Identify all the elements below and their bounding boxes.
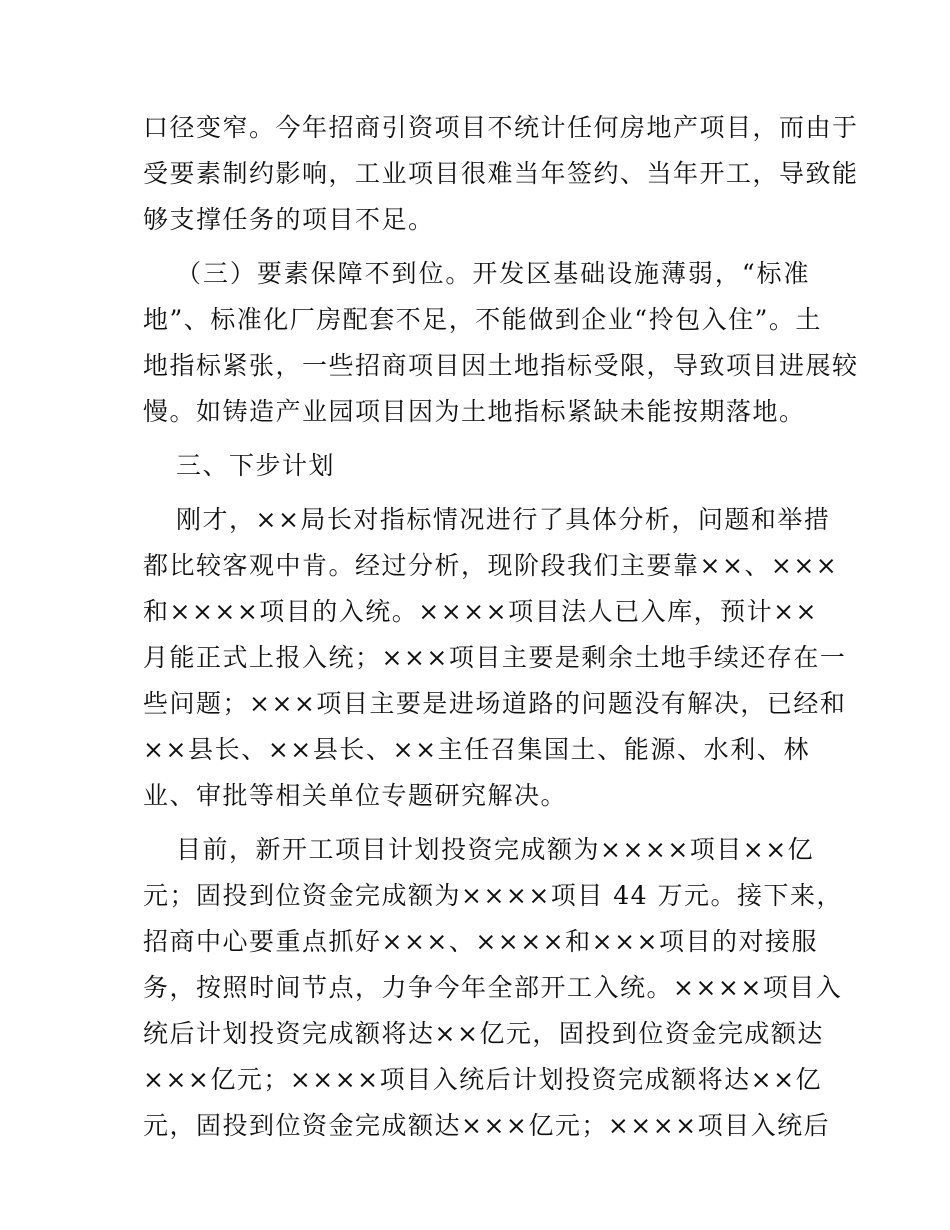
paragraph-line: 目前，新开工项目计划投资完成额为××××项目××亿 [176,835,815,864]
paragraph-3 [143,497,847,819]
paragraph-line: 招商中心要重点抓好×××、××××和×××项目的对接服 [143,927,818,956]
paragraph-2 [143,251,859,435]
paragraph-line: 和××××项目的入统。××××项目法人已入库，预计×× [143,597,818,626]
paragraph-line: 务，按照时间节点，力争今年全部开工入统。××××项目入 [143,973,843,1002]
paragraph-line: 元，固投到位资金完成额达×××亿元；××××项目入统后 [143,1111,831,1140]
paragraph-line: 受要素制约影响，工业项目很难当年签约、当年开工，导致能 [143,159,859,188]
paragraph-line: ×××亿元；××××项目入统后计划投资完成额将达××亿 [143,1065,823,1094]
paragraph-line: 月能正式上报入统；×××项目主要是剩余土地手续还存在一 [143,643,847,672]
paragraph-line: ××县长、××县长、××主任召集国土、能源、水利、林 [143,735,810,764]
paragraph-line: 都比较客观中肯。经过分析，现阶段我们主要靠××、××× [143,551,839,580]
paragraph-1 [143,105,859,243]
paragraph-line: 元；固投到位资金完成额为××××项目 44 万元。接下来， [143,881,843,910]
paragraph-line: 些问题；×××项目主要是进场道路的问题没有解决，已经和 [143,689,847,718]
paragraph-line: 业、审批等相关单位专题研究解决。 [143,781,568,810]
paragraph-4 [143,827,843,1149]
section-heading [143,443,810,489]
document-page [143,105,859,1149]
paragraph-line: （三）要素保障不到位。开发区基础设施薄弱，“标准 [176,259,810,288]
paragraph-line: 慢。如铸造产业园项目因为土地指标紧缺未能按期落地。 [143,397,806,426]
paragraph-line: 口径变窄。今年招商引资项目不统计任何房地产项目，而由于 [143,113,859,142]
paragraph-line: 统后计划投资完成额将达××亿元，固投到位资金完成额达 [143,1019,824,1048]
paragraph-line: 够支撑任务的项目不足。 [143,205,435,234]
paragraph-line: 地指标紧张，一些招商项目因土地指标受限，导致项目进展较 [143,351,859,380]
paragraph-line: 地”、标准化厂房配套不足，不能做到企业“拎包入住”。土 [143,305,822,334]
paragraph-line: 刚才，××局长对指标情况进行了具体分析，问题和举措 [176,505,831,534]
section-heading-text: 三、下步计划 [176,451,336,480]
